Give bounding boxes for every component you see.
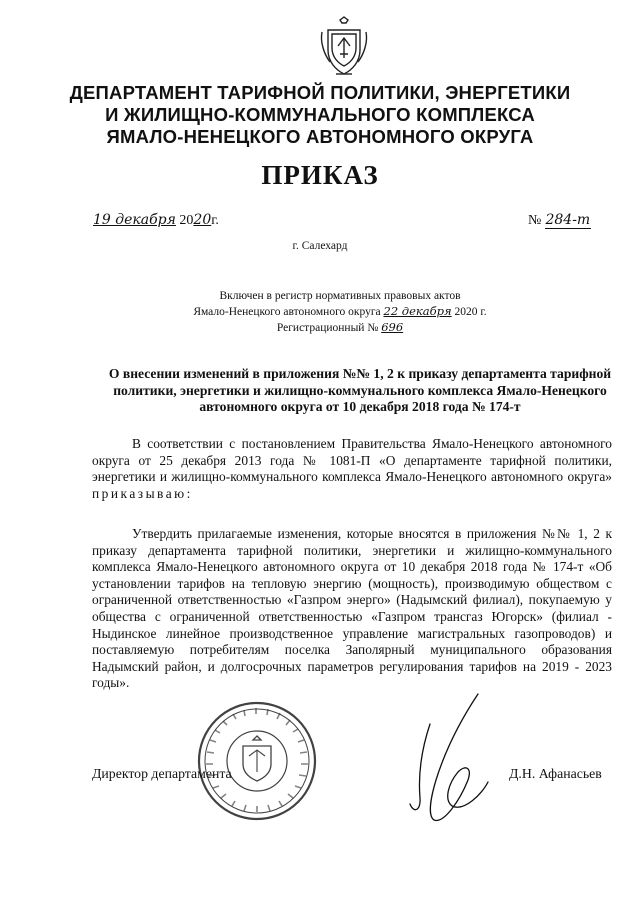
registry-line-3-prefix: Регистрационный № bbox=[276, 322, 382, 334]
signatory-name: Д.Н. Афанасьев bbox=[509, 766, 602, 781]
registry-number: 696 bbox=[381, 320, 404, 334]
registry-line-2-prefix: Ямало-Ненецкого автономного округа bbox=[193, 306, 384, 318]
signatory-title: Директор департамента bbox=[92, 766, 232, 781]
paragraph-basis-text: В соответствии с постановлением Правительства Ямало-Ненецкого автономного округа от 25 декабря 2013 года № 1081-П «О департаменте тарифной политики, энергетики и жилищно-коммунального комплекса Ямало-Ненецкого автономного округа» bbox=[92, 436, 612, 485]
department-line-2: И ЖИЛИЩНО-КОММУНАЛЬНОГО КОМПЛЕКСА bbox=[105, 104, 535, 125]
registry-line-2 bbox=[160, 304, 520, 320]
order-number-value: 284-т bbox=[545, 212, 591, 228]
paragraph-approve: Утвердить прилагаемые изменения, которые вносятся в приложения №№ 1, 2 к приказу департамента тарифной политики, энергетики и жилищно-коммунального комплекса Ямало-Ненецкого автономного округа от 10 декабря 2018 года № 174-т «Об установлении тарифов на тепловую энергию (мощность), производимую обществом с ограниченной ответственностью «Газпром энерго» (Надымский филиал), покупаемую у общества с ограниченной ответственностью «Газпром трансгаз Югорск» (филиал - Ныдинское линейное производственное управление магистральных газопроводов) и поставляемую потребителям поселка Заполярный муниципального образования Надымский район, и долгосрочных параметров регулирования тарифов на 2019 - 2023 годы». bbox=[92, 526, 612, 691]
registry-stamp bbox=[160, 289, 520, 336]
handwritten-signature-icon bbox=[370, 688, 500, 828]
order-date-g: г. bbox=[211, 213, 219, 228]
department-name bbox=[60, 82, 580, 148]
order-city: г. Салехард bbox=[292, 240, 348, 252]
order-date-day-month: 19 декабря bbox=[93, 212, 176, 228]
department-line-3: ЯМАЛО-НЕНЕЦКОГО АВТОНОМНОГО ОКРУГА bbox=[106, 126, 534, 147]
order-date-year-suffix: 20 bbox=[193, 212, 212, 228]
department-line-1: ДЕПАРТАМЕНТ ТАРИФНОЙ ПОЛИТИКИ, ЭНЕРГЕТИКИ bbox=[69, 82, 571, 103]
order-date bbox=[93, 212, 219, 229]
order-subject: О внесении изменений в приложения №№ 1, 2 к приказу департамента тарифной политики, энергетики и жилищно-коммунального комплекса Ямало-Ненецкого автономного округа от 10 декабря 2018 года № 174-т bbox=[108, 366, 612, 414]
order-number bbox=[528, 212, 591, 229]
coat-of-arms-icon bbox=[318, 16, 370, 78]
paragraph-basis-order-word: приказываю: bbox=[92, 485, 193, 501]
order-number-prefix: № bbox=[528, 213, 542, 228]
registry-line-2-suffix: 2020 г. bbox=[451, 306, 487, 318]
registry-line-1: Включен в регистр нормативных правовых актов bbox=[219, 290, 461, 302]
official-seal-icon bbox=[196, 700, 318, 822]
paragraph-basis bbox=[92, 436, 612, 502]
document-type-title: ПРИКАЗ bbox=[261, 160, 379, 190]
registry-line-3 bbox=[160, 320, 520, 336]
registry-date: 22 декабря bbox=[383, 304, 452, 318]
order-date-year-prefix: 20 bbox=[175, 213, 194, 228]
